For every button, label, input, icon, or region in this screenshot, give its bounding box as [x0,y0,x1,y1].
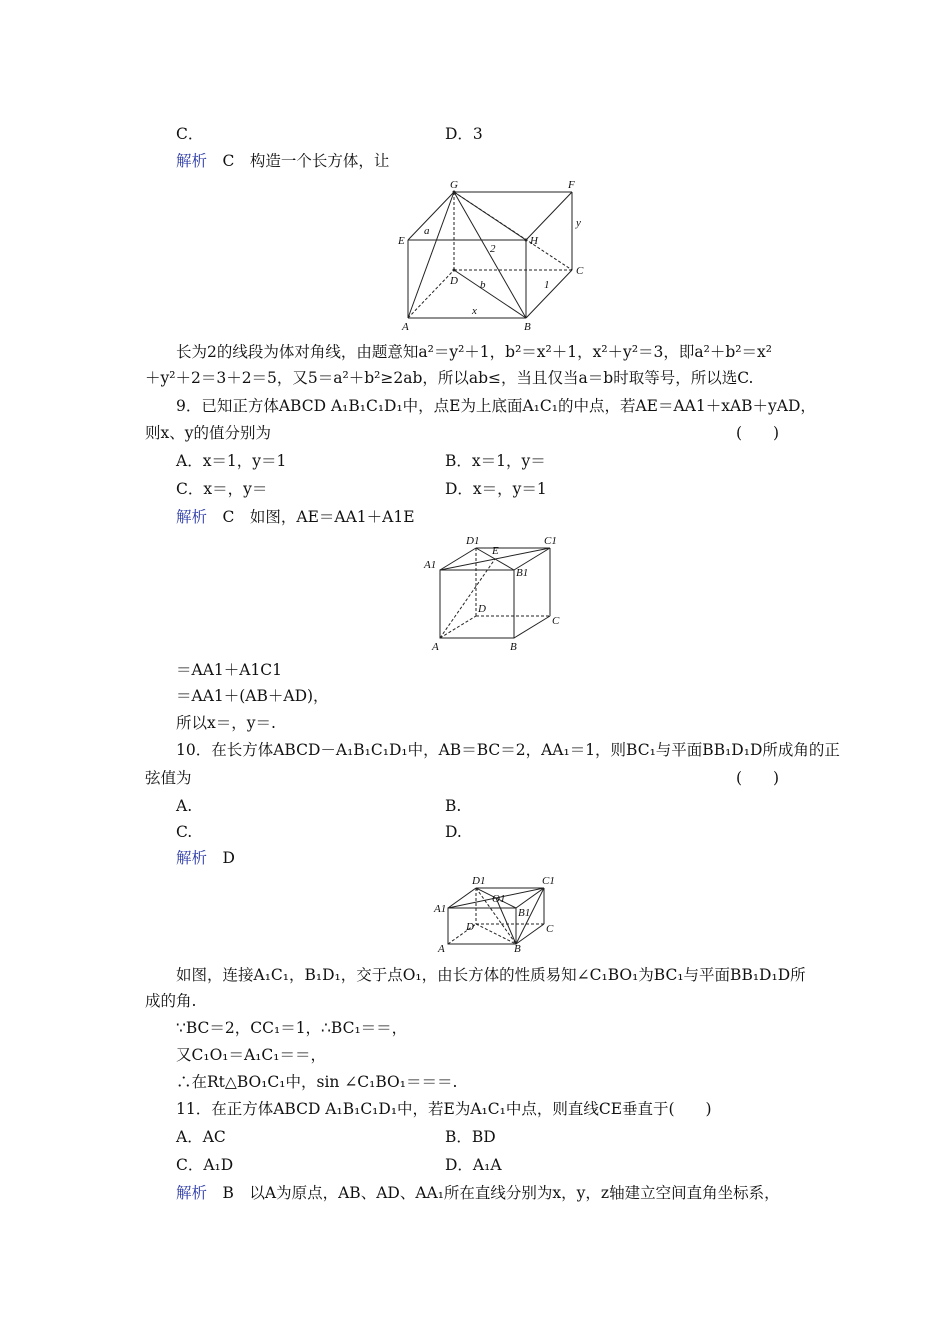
fig-label: b [480,279,486,291]
fig-label: C [552,615,560,627]
fig-label: A1 [424,559,437,571]
q9-step2: ＝AA1＋(AB＋AD)， [176,687,329,705]
q11-option-c: C．A₁D [176,1156,234,1174]
fig-label: C [546,923,554,935]
q9-option-a: A．x＝1，y＝1 [176,452,287,470]
q10-option-c: C. [176,823,193,841]
fig-label: B [514,943,521,955]
fig-label: E [492,545,499,557]
jiexi-label: 解析 [176,508,208,526]
fig-label: B [510,641,517,653]
q11-option-d: D．A₁A [445,1156,502,1174]
fig-label: D [450,275,458,287]
q8-solution-text: C 构造一个长方体，让 [222,152,390,170]
fig-label: B [524,321,531,333]
q11-solution-text: B 以A为原点，AB、AD、AA₁所在直线分别为x，y，z轴建立空间直角坐标系， [222,1184,780,1202]
q11-stem: 11．在正方体ABCD A₁B₁C₁D₁中，若E为A₁C₁中点，则直线CE垂直于( ) [176,1100,712,1118]
fig-label: C1 [542,875,555,887]
q10-solution-line5: ∴在Rt△BO₁C₁中，sin ∠C₁BO₁＝＝＝. [176,1073,458,1091]
fig-label: B1 [518,907,531,919]
q11-solution-head [176,1183,780,1203]
fig-label: D [478,603,486,615]
fig-label: D1 [466,535,480,547]
fig-label: D1 [472,875,486,887]
fig-label: A [432,641,439,653]
q10-stem-line2: 弦值为 [145,769,192,787]
q9-option-b: B．x＝1，y＝ [445,452,546,470]
q8-option-d: D．3 [445,125,483,143]
jiexi-label: 解析 [176,1184,208,1202]
q9-answer-paren: ( ) [736,424,780,442]
q9-cube-figure [420,532,570,654]
q10-cuboid-figure [432,872,564,956]
q8-cuboid-figure [390,176,600,334]
q9-option-d: D．x＝，y＝1 [445,480,547,498]
fig-label: x [472,305,477,317]
fig-label: O1 [492,893,506,905]
fig-label: C1 [544,535,557,547]
q9-stem-line1: 9．已知正方体ABCD A₁B₁C₁D₁中，点E为上底面A₁C₁的中点，若AE＝AA1＋xAB＋yAD， [176,397,816,415]
fig-label: A [402,321,409,333]
q10-solution-line3: ∵BC＝2，CC₁＝1，∴BC₁＝＝， [176,1019,408,1037]
q10-solution-line4: 又C₁O₁＝A₁C₁＝＝， [176,1046,326,1064]
fig-label: H [530,235,538,247]
q9-step3: 所以x＝，y＝. [176,714,276,732]
q11-option-b: B．BD [445,1128,496,1146]
fig-label: y [576,217,581,229]
q10-solution-text: D [222,849,235,867]
q8-solution-line2: ＋y²＋2＝3＋2＝5，又5＝a²＋b²≥2ab，所以ab≤，当且仅当a＝b时取等号，所以选C. [145,369,754,387]
fig-label: F [568,179,575,191]
q10-solution-line2: 成的角. [145,992,197,1010]
q9-stem-line2: 则x、y的值分别为 [145,424,271,442]
fig-label: B1 [516,567,529,579]
fig-label: 2 [490,243,496,255]
q10-answer-paren: ( ) [736,769,780,787]
q8-solution-head [176,151,389,171]
q11-option-a: A．AC [176,1128,226,1146]
fig-label: C [576,265,584,277]
q10-option-b: B. [445,797,462,815]
fig-label: G [450,179,458,191]
q10-option-a: A. [176,797,193,815]
jiexi-label: 解析 [176,849,208,867]
jiexi-label: 解析 [176,152,208,170]
q9-solution-text: C 如图，AE＝AA1＋A1E [222,508,415,526]
fig-label: 1 [544,279,550,291]
q10-solution-head [176,848,235,868]
q9-solution-head [176,507,415,527]
q9-step1: ＝AA1＋A1C1 [176,661,283,679]
q8-option-c: C． [176,125,204,143]
q10-stem-line1: 10．在长方体ABCD－A₁B₁C₁D₁中，AB＝BC＝2，AA₁＝1，则BC₁与平面BB₁D₁D所成角的正 [176,741,840,759]
q9-option-c: C．x＝，y＝ [176,480,268,498]
fig-label: A [438,943,445,955]
q10-solution-line1: 如图，连接A₁C₁，B₁D₁，交于点O₁，由长方体的性质易知∠C₁BO₁为BC₁与平面BB₁D₁D所 [176,966,806,984]
q8-solution-line1: 长为2的线段为体对角线，由题意知a²＝y²＋1，b²＝x²＋1，x²＋y²＝3，即a²＋b²＝x² [176,343,772,361]
fig-label: E [398,235,405,247]
fig-label: A1 [434,903,447,915]
fig-label: D [466,921,474,933]
fig-label: a [424,225,430,237]
q10-option-d: D. [445,823,462,841]
